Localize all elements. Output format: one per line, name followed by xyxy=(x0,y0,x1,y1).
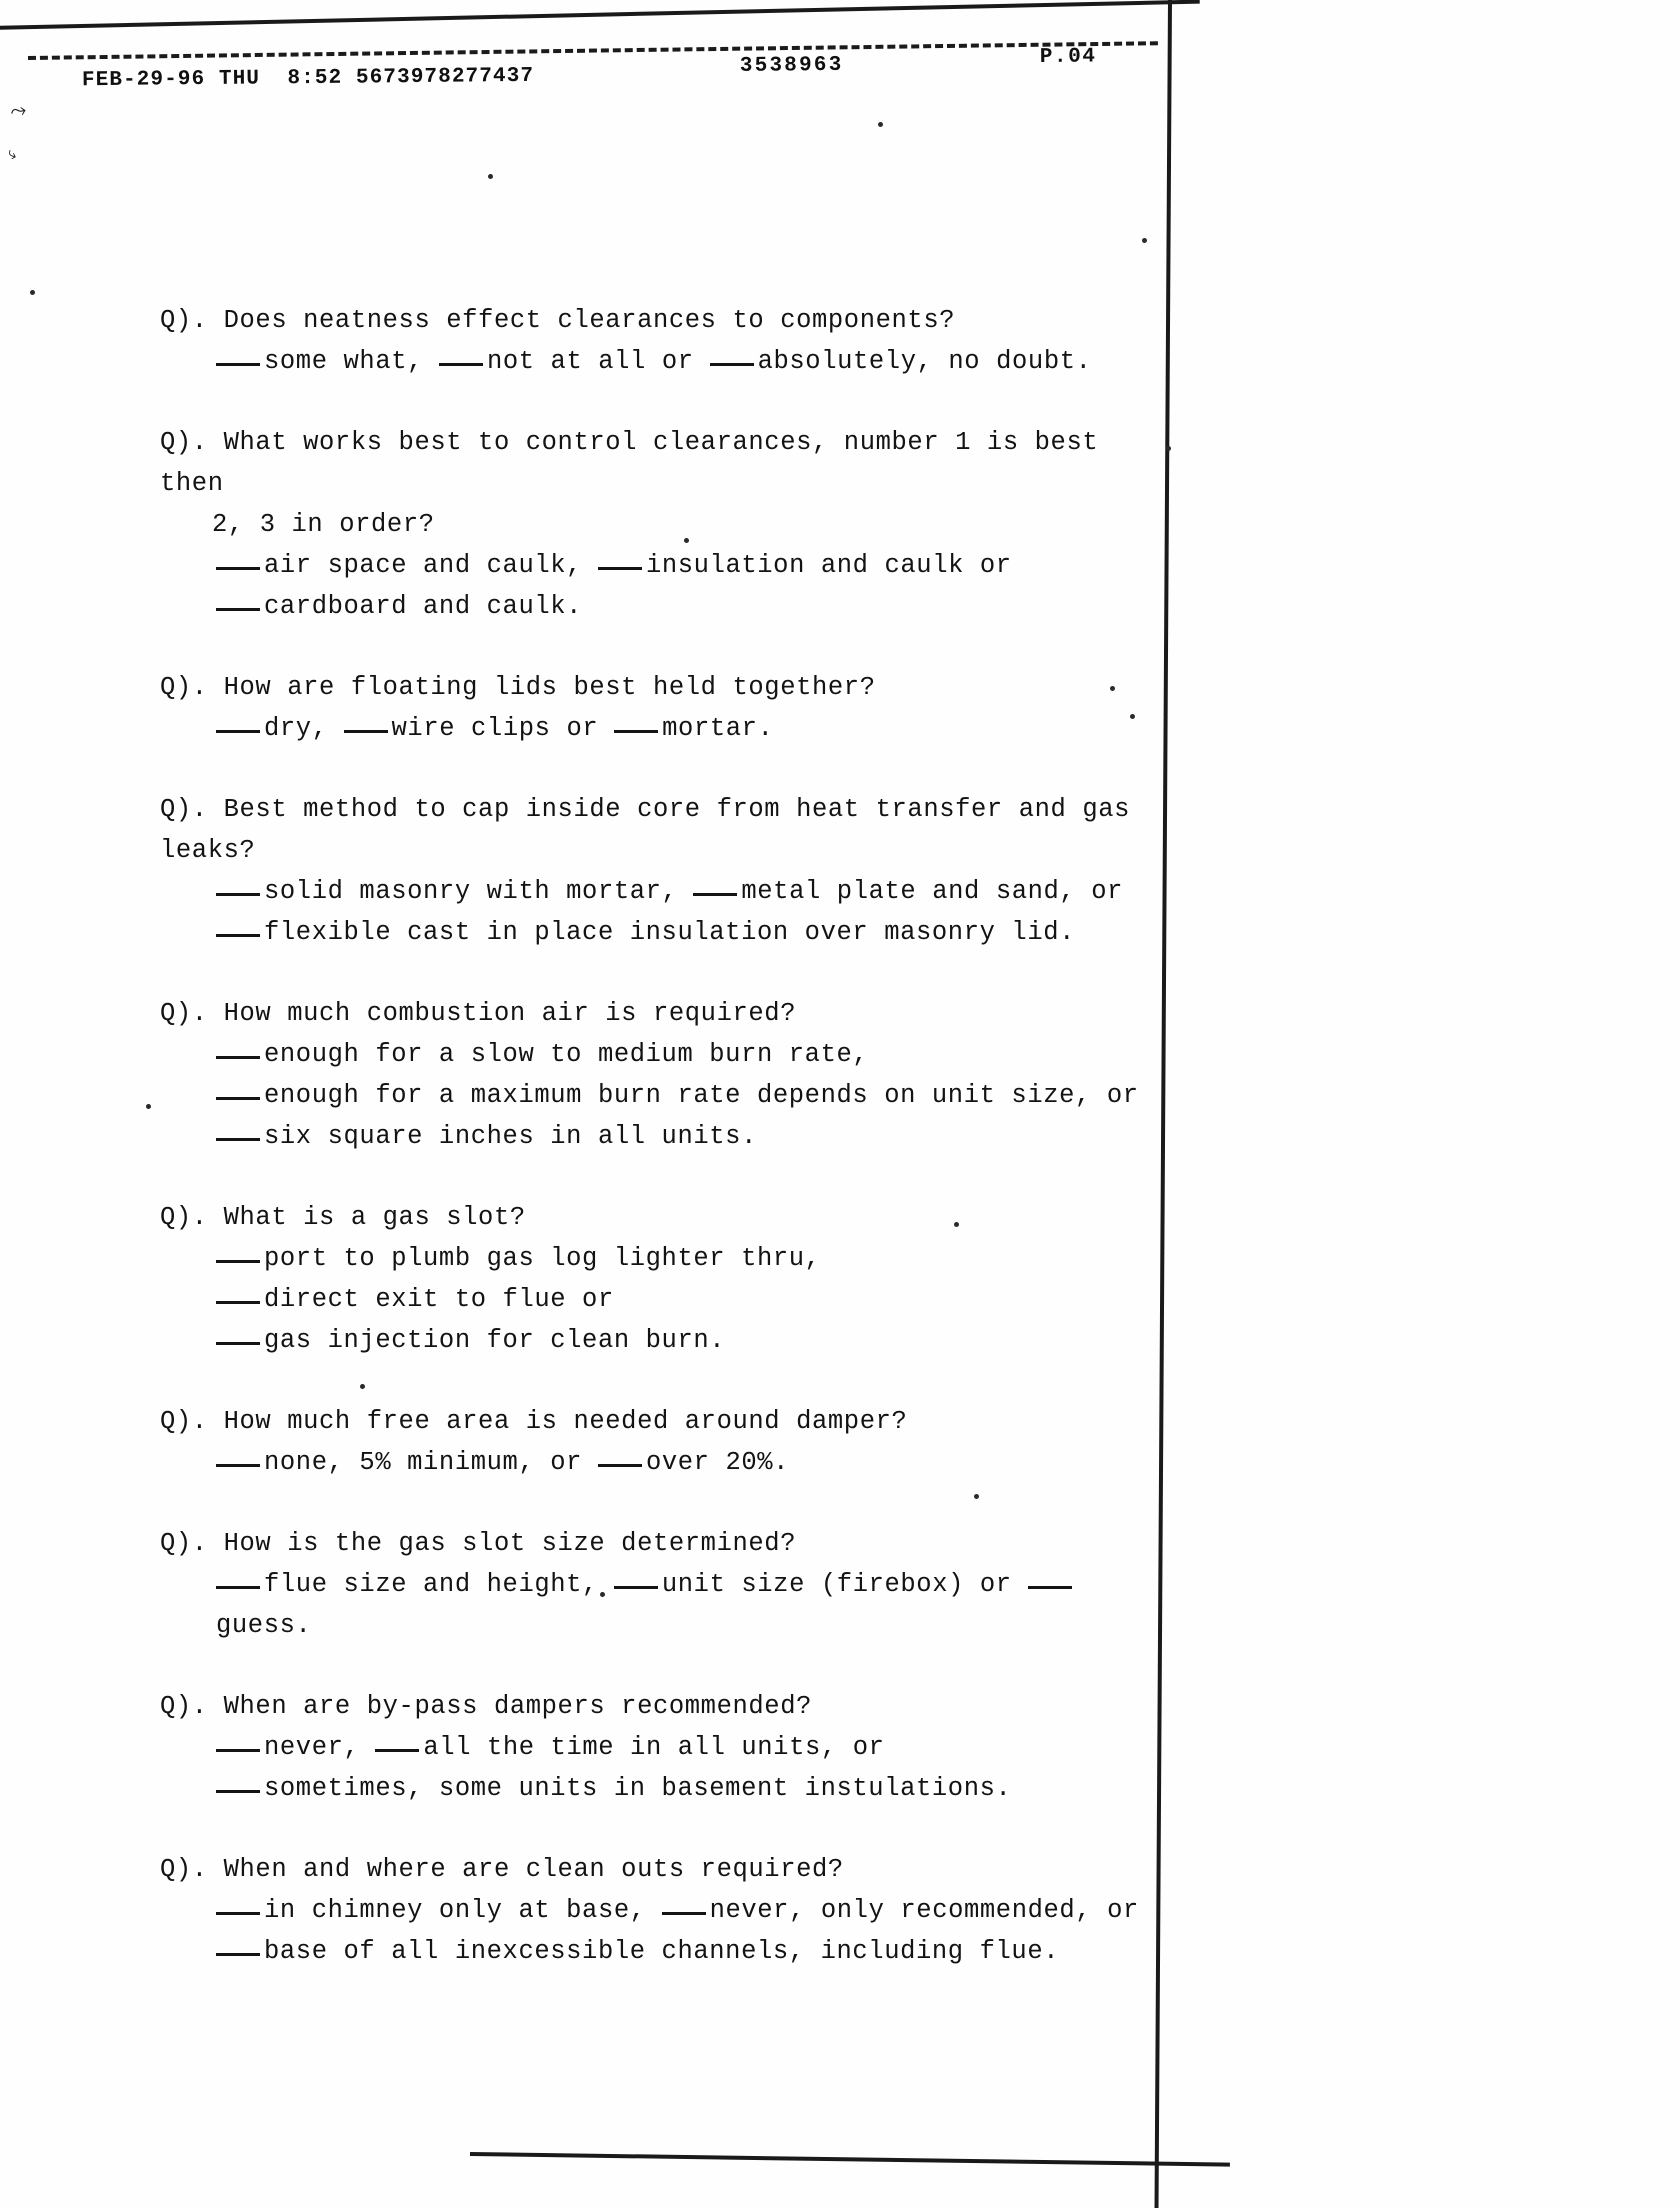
answer-option-text: insulation and caulk or xyxy=(645,551,1012,580)
answer-option-line xyxy=(0,1727,1168,1768)
answer-blank-checkbox[interactable] xyxy=(216,1464,260,1467)
answer-option-text: metal plate and sand, or xyxy=(741,877,1124,906)
answer-blank-checkbox[interactable] xyxy=(216,934,260,937)
answer-blank-checkbox[interactable] xyxy=(598,1464,642,1467)
answer-blank-checkbox[interactable] xyxy=(216,1912,260,1915)
answer-option-line xyxy=(0,1034,1168,1075)
question-prompt: Q). What works best to control clearances, number 1 is best then xyxy=(160,428,1115,498)
answer-option-text: enough for a slow to medium burn rate, xyxy=(264,1040,869,1069)
answer-option-text: flexible cast in place insulation over masonry lid. xyxy=(264,918,1076,947)
answer-option-line xyxy=(0,545,1168,586)
answer-option-line xyxy=(0,1320,1168,1361)
answer-blank-checkbox[interactable] xyxy=(614,730,658,733)
answer-option-text: some what, xyxy=(264,347,439,376)
answer-option-text: flue size and height, xyxy=(264,1570,614,1599)
question-prompt: Q). Best method to cap inside core from heat transfer and gas leaks? xyxy=(160,795,1146,865)
answer-blank-checkbox[interactable] xyxy=(1028,1586,1072,1589)
answer-blank-checkbox[interactable] xyxy=(216,363,260,366)
answer-option-text: gas injection for clean burn. xyxy=(264,1326,726,1355)
answer-option-line xyxy=(0,341,1168,382)
answer-option-line xyxy=(0,1564,1168,1646)
answer-option-line xyxy=(0,1238,1168,1279)
question-prompt: Q). How are floating lids best held together? xyxy=(160,673,876,702)
answer-option-text: port to plumb gas log lighter thru, xyxy=(264,1244,821,1273)
question-block xyxy=(0,667,1168,749)
fax-page-number-label: P.04 xyxy=(1039,45,1097,70)
question-prompt: Q). When are by-pass dampers recommended? xyxy=(160,1692,813,1721)
scan-artifact-mark-left-lower: ⤷ xyxy=(5,143,20,164)
fax-document-number: 3538963 xyxy=(739,53,844,78)
answer-option-line xyxy=(0,871,1168,912)
answer-blank-checkbox[interactable] xyxy=(216,1097,260,1100)
answer-option-text: in chimney only at base, xyxy=(264,1896,662,1925)
answer-option-text: absolutely, no doubt. xyxy=(757,347,1092,376)
answer-option-text: sometimes, some units in basement instulations. xyxy=(264,1774,1012,1803)
question-prompt: Q). Does neatness effect clearances to components? xyxy=(160,306,956,335)
answer-blank-checkbox[interactable] xyxy=(439,363,483,366)
answer-option-line xyxy=(0,912,1168,953)
answer-option-text: over 20%. xyxy=(645,1448,790,1477)
answer-option-text: cardboard and caulk. xyxy=(264,592,583,621)
answer-blank-checkbox[interactable] xyxy=(693,893,737,896)
answer-blank-checkbox[interactable] xyxy=(216,1953,260,1956)
answer-blank-checkbox[interactable] xyxy=(614,1586,658,1589)
question-prompt-continuation: 2, 3 in order? xyxy=(212,510,435,539)
scan-speckle xyxy=(30,290,35,295)
answer-blank-checkbox[interactable] xyxy=(710,363,754,366)
answer-blank-checkbox[interactable] xyxy=(216,1342,260,1345)
question-block xyxy=(0,1401,1168,1483)
answer-blank-checkbox[interactable] xyxy=(216,1056,260,1059)
question-prompt: Q). How much combustion air is required? xyxy=(160,999,797,1028)
page-bottom-edge-line xyxy=(470,2152,1230,2167)
answer-option-text: guess. xyxy=(216,1611,312,1640)
answer-blank-checkbox[interactable] xyxy=(344,730,388,733)
answer-option-line xyxy=(0,1075,1168,1116)
answer-option-text: mortar. xyxy=(662,714,774,743)
question-block xyxy=(0,422,1168,627)
answer-blank-checkbox[interactable] xyxy=(216,1749,260,1752)
answer-blank-checkbox[interactable] xyxy=(216,1138,260,1141)
question-prompt: Q). What is a gas slot? xyxy=(160,1203,526,1232)
fax-timestamp-and-sender-number: FEB-29-96 THU 8:52 5673978277437 xyxy=(81,64,535,93)
answer-blank-checkbox[interactable] xyxy=(216,1260,260,1263)
question-block xyxy=(0,993,1168,1157)
question-prompt: Q). When and where are clean outs required? xyxy=(160,1855,844,1884)
scan-artifact-mark-left-upper: ⤳ xyxy=(7,96,29,124)
page-top-edge-line xyxy=(0,0,1200,30)
answer-blank-checkbox[interactable] xyxy=(216,730,260,733)
answer-option-text: six square inches in all units. xyxy=(264,1122,757,1151)
scan-speckle xyxy=(878,122,883,127)
answer-option-text: dry, xyxy=(264,714,344,743)
answer-blank-checkbox[interactable] xyxy=(216,1790,260,1793)
fax-header xyxy=(0,45,1160,108)
question-block xyxy=(0,1197,1168,1361)
answer-option-line xyxy=(0,1931,1168,1972)
answer-blank-checkbox[interactable] xyxy=(375,1749,419,1752)
answer-option-text: never, xyxy=(264,1733,376,1762)
answer-blank-checkbox[interactable] xyxy=(216,1586,260,1589)
answer-option-line xyxy=(0,1279,1168,1320)
questionnaire-body xyxy=(0,300,1168,2012)
scan-speckle xyxy=(488,174,493,179)
answer-option-text: not at all or xyxy=(486,347,710,376)
answer-blank-checkbox[interactable] xyxy=(216,608,260,611)
answer-option-text: unit size (firebox) or xyxy=(661,1570,1028,1599)
answer-blank-checkbox[interactable] xyxy=(216,1301,260,1304)
answer-option-text: direct exit to flue or xyxy=(264,1285,614,1314)
answer-option-line xyxy=(0,1890,1168,1931)
answer-blank-checkbox[interactable] xyxy=(662,1912,706,1915)
answer-option-text: enough for a maximum burn rate depends on unit size, or xyxy=(264,1081,1139,1110)
answer-option-text: air space and caulk, xyxy=(264,551,598,580)
answer-option-line xyxy=(0,1116,1168,1157)
answer-option-text: solid masonry with mortar, xyxy=(264,877,694,906)
answer-blank-checkbox[interactable] xyxy=(216,567,260,570)
answer-option-line xyxy=(0,586,1168,627)
answer-option-line xyxy=(0,1442,1168,1483)
answer-blank-checkbox[interactable] xyxy=(598,567,642,570)
question-block xyxy=(0,1849,1168,1972)
question-block xyxy=(0,789,1168,953)
answer-option-text: none, 5% minimum, or xyxy=(264,1448,598,1477)
question-block xyxy=(0,300,1168,382)
answer-option-line xyxy=(0,708,1168,749)
scan-speckle xyxy=(1142,238,1147,243)
answer-option-text: all the time in all units, or xyxy=(423,1733,885,1762)
question-prompt: Q). How is the gas slot size determined? xyxy=(160,1529,797,1558)
answer-blank-checkbox[interactable] xyxy=(216,893,260,896)
question-block xyxy=(0,1686,1168,1809)
answer-option-line xyxy=(0,1768,1168,1809)
answer-option-text: never, only recommended, or xyxy=(709,1896,1139,1925)
answer-option-text: base of all inexcessible channels, including flue. xyxy=(264,1937,1060,1966)
question-block xyxy=(0,1523,1168,1646)
question-prompt: Q). How much free area is needed around damper? xyxy=(160,1407,908,1436)
answer-option-text: wire clips or xyxy=(391,714,615,743)
